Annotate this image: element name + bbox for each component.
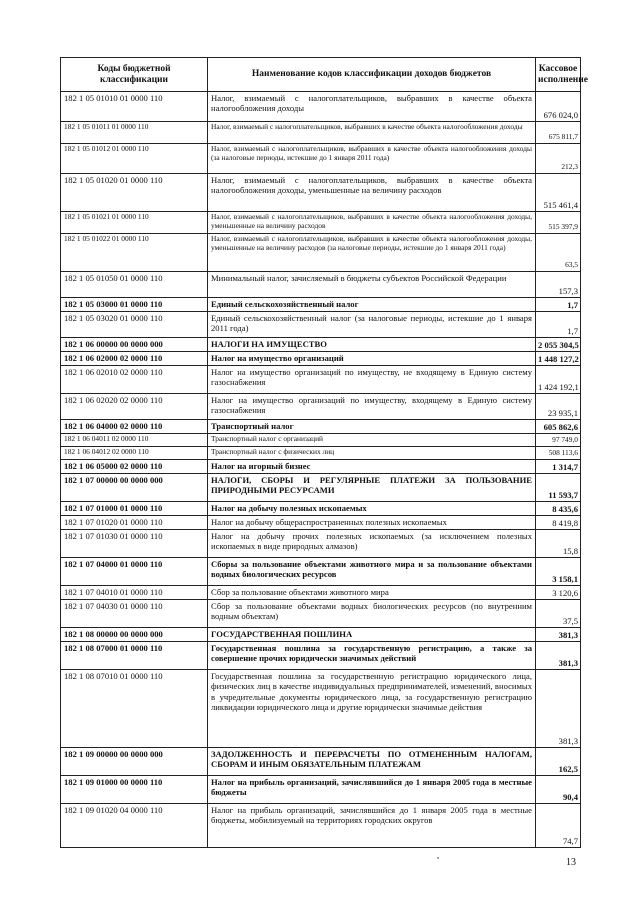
name-cell: Сбор за пользование объектами животного мира (208, 586, 536, 600)
amount-cell: 3 120,6 (536, 586, 581, 600)
name-cell: Транспортный налог с физических лиц (208, 447, 536, 460)
code-cell: 182 1 06 02010 02 0000 110 (61, 366, 208, 394)
table-row (61, 174, 581, 212)
table-body (61, 92, 581, 848)
name-cell: Единый сельскохозяйственный налог (208, 298, 536, 312)
code-cell: 182 1 05 01010 01 0000 110 (61, 92, 208, 122)
code-cell: 182 1 08 00000 00 0000 000 (61, 628, 208, 642)
table-row (61, 776, 581, 804)
amount-cell: 11 593,7 (536, 474, 581, 502)
header-name: Наименование кодов классификации доходов бюджетов (208, 58, 536, 92)
budget-table (60, 57, 588, 848)
table-row (61, 212, 581, 234)
table-header (61, 58, 581, 92)
name-cell: Налог на прибыль организаций, зачислявшийся до 1 января 2005 года в местные бюджеты (208, 776, 536, 804)
table-row (61, 366, 581, 394)
amount-cell: 8 435,6 (536, 502, 581, 516)
name-cell: Транспортный налог (208, 420, 536, 434)
table-row (61, 804, 581, 848)
name-cell: Государственная пошлина за государственную регистрацию юридического лица, физических лиц в качестве индивидуальных предпринимателей, изменений, вносимых в учредительные документы юридического лица, за государственную регистрацию ликвидации юридического лица и другие юридически значимые действия (208, 670, 536, 748)
table-row (61, 447, 581, 460)
code-cell: 182 1 06 00000 00 0000 000 (61, 338, 208, 352)
amount-cell: 74,7 (536, 804, 581, 848)
table-row (61, 502, 581, 516)
table-row (61, 298, 581, 312)
amount-cell: 162,5 (536, 748, 581, 776)
name-cell: Налог, взимаемый с налогоплательщиков, выбравших в качестве объекта налогообложения доходы, уменьшенные на величину расходов (208, 212, 536, 234)
code-cell: 182 1 07 04000 01 0000 110 (61, 558, 208, 586)
amount-cell: 23 935,1 (536, 394, 581, 420)
amount-cell: 90,4 (536, 776, 581, 804)
name-cell: ГОСУДАРСТВЕННАЯ ПОШЛИНА (208, 628, 536, 642)
name-cell: Налог на добычу полезных ископаемых (208, 502, 536, 516)
code-cell: 182 1 06 05000 02 0000 110 (61, 460, 208, 474)
scan-dot (437, 857, 439, 859)
name-cell: Минимальный налог, зачисляемый в бюджеты субъектов Российской Федерации (208, 272, 536, 298)
table-row (61, 434, 581, 447)
code-cell: 182 1 09 00000 00 0000 000 (61, 748, 208, 776)
code-cell: 182 1 05 03020 01 0000 110 (61, 312, 208, 338)
amount-cell: 97 749,0 (536, 434, 581, 447)
code-cell: 182 1 06 02020 02 0000 110 (61, 394, 208, 420)
name-cell: Налог, взимаемый с налогоплательщиков, выбравших в качестве объекта налогообложения доходы (208, 92, 536, 122)
table-row (61, 530, 581, 558)
amount-cell: 157,3 (536, 272, 581, 298)
code-cell: 182 1 09 01020 04 0000 110 (61, 804, 208, 848)
code-cell: 182 1 09 01000 00 0000 110 (61, 776, 208, 804)
code-cell: 182 1 06 02000 02 0000 110 (61, 352, 208, 366)
table-row (61, 338, 581, 352)
amount-cell: 212,3 (536, 144, 581, 174)
name-cell: НАЛОГИ НА ИМУЩЕСТВО (208, 338, 536, 352)
table-row (61, 628, 581, 642)
code-cell: 182 1 07 01030 01 0000 110 (61, 530, 208, 558)
code-cell: 182 1 07 04010 01 0000 110 (61, 586, 208, 600)
amount-cell: 1,7 (536, 298, 581, 312)
amount-cell: 381,3 (536, 642, 581, 670)
code-cell: 182 1 05 01012 01 0000 110 (61, 144, 208, 174)
name-cell: ЗАДОЛЖЕННОСТЬ И ПЕРЕРАСЧЕТЫ ПО ОТМЕНЕННЫМ НАЛОГАМ, СБОРАМ И ИНЫМ ОБЯЗАТЕЛЬНЫМ ПЛАТЕЖАМ (208, 748, 536, 776)
name-cell: Налог, взимаемый с налогоплательщиков, выбравших в качестве объекта налогообложения доходы, уменьшенные на величину расходов (208, 174, 536, 212)
table-row (61, 558, 581, 586)
name-cell: Налог, взимаемый с налогоплательщиков, выбравших в качестве объекта налогообложения доходы, уменьшенные на величину расходов (за налоговые периоды, истекшие до 1 января 2011 года) (208, 234, 536, 272)
amount-cell: 15,8 (536, 530, 581, 558)
code-cell: 182 1 05 01022 01 0000 110 (61, 234, 208, 272)
amount-cell: 2 055 304,5 (536, 338, 581, 352)
table-row (61, 234, 581, 272)
table-row (61, 420, 581, 434)
amount-cell: 3 158,1 (536, 558, 581, 586)
table-row (61, 460, 581, 474)
code-cell: 182 1 08 07010 01 0000 110 (61, 670, 208, 748)
table-row (61, 586, 581, 600)
name-cell: Государственная пошлина за государственную регистрацию, а также за совершение прочих юридически значимых действий (208, 642, 536, 670)
header-amount: Кассовое исполнение (536, 58, 581, 92)
code-cell: 182 1 07 00000 00 0000 000 (61, 474, 208, 502)
amount-cell: 515 461,4 (536, 174, 581, 212)
amount-cell: 37,5 (536, 600, 581, 628)
amount-cell: 1 314,7 (536, 460, 581, 474)
code-cell: 182 1 07 04030 01 0000 110 (61, 600, 208, 628)
amount-cell: 1,7 (536, 312, 581, 338)
table-row (61, 516, 581, 530)
name-cell: НАЛОГИ, СБОРЫ И РЕГУЛЯРНЫЕ ПЛАТЕЖИ ЗА ПОЛЬЗОВАНИЕ ПРИРОДНЫМИ РЕСУРСАМИ (208, 474, 536, 502)
amount-cell: 381,3 (536, 628, 581, 642)
code-cell: 182 1 08 07000 01 0000 110 (61, 642, 208, 670)
amount-cell: 1 448 127,2 (536, 352, 581, 366)
amount-cell: 508 113,6 (536, 447, 581, 460)
table-row (61, 474, 581, 502)
name-cell: Налог на добычу прочих полезных ископаемых (за исключением полезных ископаемых в виде природных алмазов) (208, 530, 536, 558)
table-row (61, 312, 581, 338)
name-cell: Налог, взимаемый с налогоплательщиков, выбравших в качестве объекта налогообложения доходы (за налоговые периоды, истекшие до 1 января 2011 года) (208, 144, 536, 174)
code-cell: 182 1 05 01020 01 0000 110 (61, 174, 208, 212)
table-row (61, 122, 581, 144)
name-cell: Сбор за пользование объектами водных биологических ресурсов (по внутренним водным объектам) (208, 600, 536, 628)
amount-cell: 676 024,0 (536, 92, 581, 122)
table-row (61, 92, 581, 122)
table-row (61, 642, 581, 670)
table-row (61, 670, 581, 748)
code-cell: 182 1 05 01011 01 0000 110 (61, 122, 208, 144)
amount-cell: 1 424 192,1 (536, 366, 581, 394)
page-number: 13 (566, 857, 576, 868)
name-cell: Налог на игорный бизнес (208, 460, 536, 474)
name-cell: Налог на прибыль организаций, зачислявшийся до 1 января 2005 года в местные бюджеты, мобилизуемый на территориях городских округов (208, 804, 536, 848)
table-row (61, 394, 581, 420)
name-cell: Налог на добычу общераспространенных полезных ископаемых (208, 516, 536, 530)
amount-cell: 515 397,9 (536, 212, 581, 234)
name-cell: Единый сельскохозяйственный налог (за налоговые периоды, истекшие до 1 января 2011 года) (208, 312, 536, 338)
code-cell: 182 1 06 04012 02 0000 110 (61, 447, 208, 460)
document-page (60, 57, 588, 848)
table-row (61, 144, 581, 174)
code-cell: 182 1 05 01050 01 0000 110 (61, 272, 208, 298)
amount-cell: 675 811,7 (536, 122, 581, 144)
code-cell: 182 1 07 01020 01 0000 110 (61, 516, 208, 530)
code-cell: 182 1 07 01000 01 0000 110 (61, 502, 208, 516)
table-row (61, 748, 581, 776)
code-cell: 182 1 06 04011 02 0000 110 (61, 434, 208, 447)
name-cell: Сборы за пользование объектами животного мира и за пользование объектами водных биологических ресурсов (208, 558, 536, 586)
header-code: Коды бюджетной классификации (61, 58, 208, 92)
table-row (61, 272, 581, 298)
table-row (61, 600, 581, 628)
code-cell: 182 1 06 04000 02 0000 110 (61, 420, 208, 434)
name-cell: Налог, взимаемый с налогоплательщиков, выбравших в качестве объекта налогообложения доходы (208, 122, 536, 144)
code-cell: 182 1 05 01021 01 0000 110 (61, 212, 208, 234)
amount-cell: 381,3 (536, 670, 581, 748)
name-cell: Налог на имущество организаций (208, 352, 536, 366)
code-cell: 182 1 05 03000 01 0000 110 (61, 298, 208, 312)
table-row (61, 352, 581, 366)
name-cell: Налог на имущество организаций по имуществу, входящему в Единую систему газоснабжения (208, 394, 536, 420)
amount-cell: 63,5 (536, 234, 581, 272)
amount-cell: 605 862,6 (536, 420, 581, 434)
amount-cell: 8 419,8 (536, 516, 581, 530)
name-cell: Налог на имущество организаций по имуществу, не входящему в Единую систему газоснабжения (208, 366, 536, 394)
name-cell: Транспортный налог с организаций (208, 434, 536, 447)
